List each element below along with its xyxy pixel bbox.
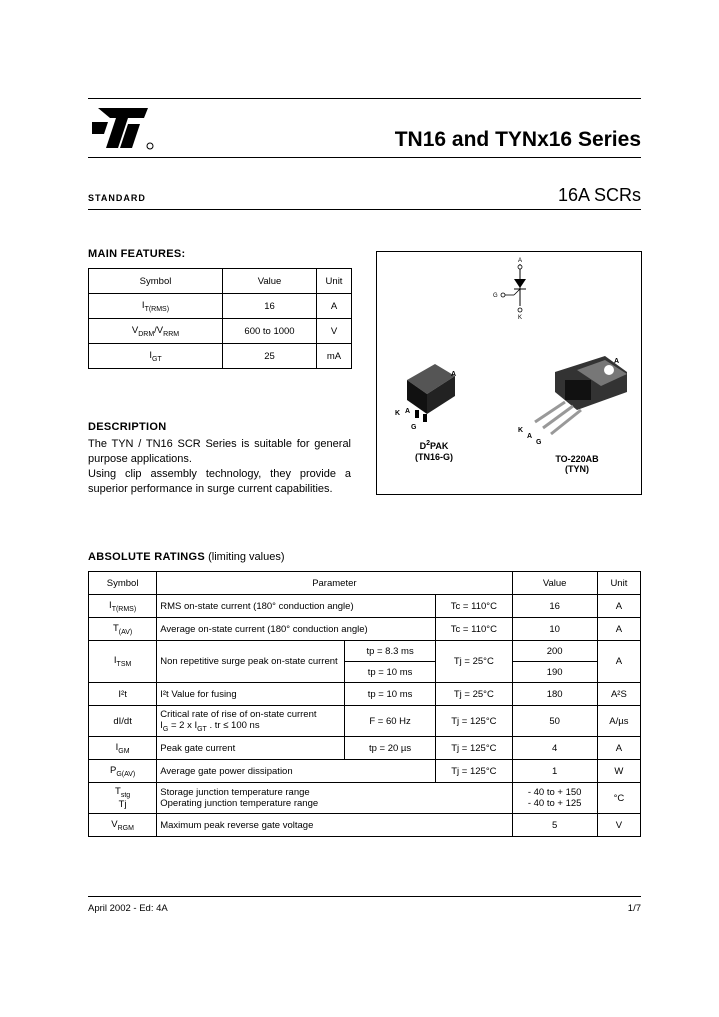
description-para-1: The TYN / TN16 SCR Series is suitable for general purpose applications.: [88, 438, 351, 465]
table-header-row: [89, 269, 352, 294]
tp-cell: tp = 8.3 ms: [344, 641, 435, 662]
subtitle-rule: [88, 209, 641, 210]
unit-cell: V: [317, 319, 352, 344]
param-cell: Peak gate current: [157, 737, 345, 760]
param-cell: Average on-state current (180° conduction angle): [157, 618, 436, 641]
to220-package-icon: [518, 356, 627, 446]
tp-cell: tp = 10 ms: [344, 662, 435, 683]
param-cell: I²t Value for fusing: [157, 683, 345, 706]
symbol-cell: dI/dt: [89, 706, 157, 737]
main-features-table: [88, 268, 352, 369]
col-header: Parameter: [157, 572, 512, 595]
st-logo: [88, 104, 160, 152]
to220-name: TO-220AB: [555, 454, 599, 464]
table-row: [89, 760, 641, 783]
param-cell: RMS on-state current (180° conduction angle): [157, 595, 436, 618]
symbol-cell: $V_{DRM}/V_{RRM}$: [89, 319, 223, 344]
unit-cell: A: [597, 618, 640, 641]
footer-date: April 2002 - Ed: 4A: [88, 903, 168, 914]
package-box: [376, 251, 642, 495]
col-header: Symbol: [89, 269, 223, 294]
value-cell: 5: [512, 814, 597, 837]
symbol-cell: I²t: [89, 683, 157, 706]
param-cell: Non repetitive surge peak on-state current: [157, 641, 345, 683]
value-cell: 180: [512, 683, 597, 706]
description-text: [88, 437, 351, 497]
symbol-cell: $V_{RGM}$: [89, 814, 157, 837]
cond-cell: Tj = 125°C: [436, 706, 512, 737]
value-cell: 10: [512, 618, 597, 641]
param-cell: Critical rate of rise of on-state current $I_G = 2$ x $I_{GT}$ . tr ≤ 100 ns: [157, 706, 345, 737]
unit-cell: A: [597, 641, 640, 683]
main-features-title: MAIN FEATURES:: [88, 248, 186, 260]
col-header: Value: [512, 572, 597, 595]
to220-code: (TYN): [565, 464, 589, 474]
table-row: [89, 737, 641, 760]
table-row: [89, 294, 352, 319]
table-row: [89, 344, 352, 369]
d2pak-package-icon: [395, 364, 456, 431]
symbol-cell: $T_{(AV)}$: [89, 618, 157, 641]
to220-pin-k: K: [518, 427, 524, 434]
cond-cell: Tj = 125°C: [436, 737, 512, 760]
table-row: [89, 618, 641, 641]
unit-cell: A: [317, 294, 352, 319]
table-header-row: [89, 572, 641, 595]
table-row: [89, 595, 641, 618]
unit-cell: V: [597, 814, 640, 837]
standard-label: STANDARD: [88, 193, 146, 203]
value-cell: 1: [512, 760, 597, 783]
title-rule: [88, 157, 641, 158]
symbol-cell: $P_{G(AV)}$: [89, 760, 157, 783]
d2pak-pin-a: A: [451, 371, 457, 378]
d2pak-pin-k: K: [395, 410, 401, 417]
d2pak-pin-a2: A: [405, 408, 411, 415]
top-rule: [88, 98, 641, 99]
d2pak-name: $D^2PAK$: [419, 440, 449, 451]
tp-cell: F = 60 Hz: [344, 706, 435, 737]
value-cell: 600 to 1000: [223, 319, 317, 344]
value-cell: 25: [223, 344, 317, 369]
value-cell: 16: [512, 595, 597, 618]
cond-cell: Tj = 25°C: [436, 683, 512, 706]
tp-cell: tp = 10 ms: [344, 683, 435, 706]
param-cell: Average gate power dissipation: [157, 760, 436, 783]
value-cell: - 40 to + 150 - 40 to + 125: [512, 783, 597, 814]
to220-pin-a2: A: [527, 433, 533, 440]
unit-cell: A/µs: [597, 706, 640, 737]
symbol-label-k: K: [518, 315, 523, 321]
subtitle: 16A SCRs: [557, 185, 641, 205]
symbol-cell: $I_{GT}$: [89, 344, 223, 369]
table-row: [89, 683, 641, 706]
unit-cell: °C: [597, 783, 640, 814]
col-header: Unit: [597, 572, 640, 595]
to220-pin-g: G: [536, 439, 542, 446]
d2pak-code: (TN16-G): [415, 452, 453, 462]
col-header: Symbol: [89, 572, 157, 595]
symbol-cell: $I_{GM}$: [89, 737, 157, 760]
param-cell: Storage junction temperature range Operating junction temperature range: [157, 783, 512, 814]
to220-pin-a: A: [614, 358, 620, 365]
unit-cell: mA: [317, 344, 352, 369]
scr-symbol-icon: [493, 258, 526, 321]
table-row: [89, 706, 641, 737]
page-title: TN16 and TYNx16 Series: [394, 128, 641, 151]
cond-cell: Tj = 25°C: [436, 641, 512, 683]
value-cell: 50: [512, 706, 597, 737]
param-cell: Maximum peak reverse gate voltage: [157, 814, 512, 837]
table-row: [89, 641, 641, 662]
symbol-cell: $T_{stg}$ Tj: [89, 783, 157, 814]
symbol-label-g: G: [493, 293, 498, 299]
unit-cell: A²S: [597, 683, 640, 706]
value-cell: 190: [512, 662, 597, 683]
symbol-label-a: A: [518, 258, 523, 264]
cond-cell: Tc = 110°C: [436, 618, 512, 641]
unit-cell: W: [597, 760, 640, 783]
col-header: Unit: [317, 269, 352, 294]
tp-cell: tp = 20 µs: [344, 737, 435, 760]
col-header: Value: [223, 269, 317, 294]
table-row: [89, 319, 352, 344]
description-title: DESCRIPTION: [88, 421, 167, 433]
cond-cell: Tc = 110°C: [436, 595, 512, 618]
symbol-cell: $I_{T(RMS)}$: [89, 595, 157, 618]
cond-cell: Tj = 125°C: [436, 760, 512, 783]
table-row: [89, 814, 641, 837]
value-cell: 16: [223, 294, 317, 319]
value-cell: 4: [512, 737, 597, 760]
unit-cell: A: [597, 595, 640, 618]
unit-cell: A: [597, 737, 640, 760]
value-cell: 200: [512, 641, 597, 662]
d2pak-pin-g: G: [411, 424, 417, 431]
ratings-table: [88, 571, 641, 837]
footer-rule: [88, 896, 641, 897]
symbol-cell: $I_{T(RMS)}$: [89, 294, 223, 319]
description-para-2: Using clip assembly technology, they provide a superior performance in surge current capabilities.: [88, 468, 351, 495]
ratings-title: ABSOLUTE RATINGS (limiting values): [88, 551, 285, 563]
table-row: [89, 783, 641, 814]
symbol-cell: $I_{TSM}$: [89, 641, 157, 683]
page-number: 1/7: [627, 903, 641, 914]
